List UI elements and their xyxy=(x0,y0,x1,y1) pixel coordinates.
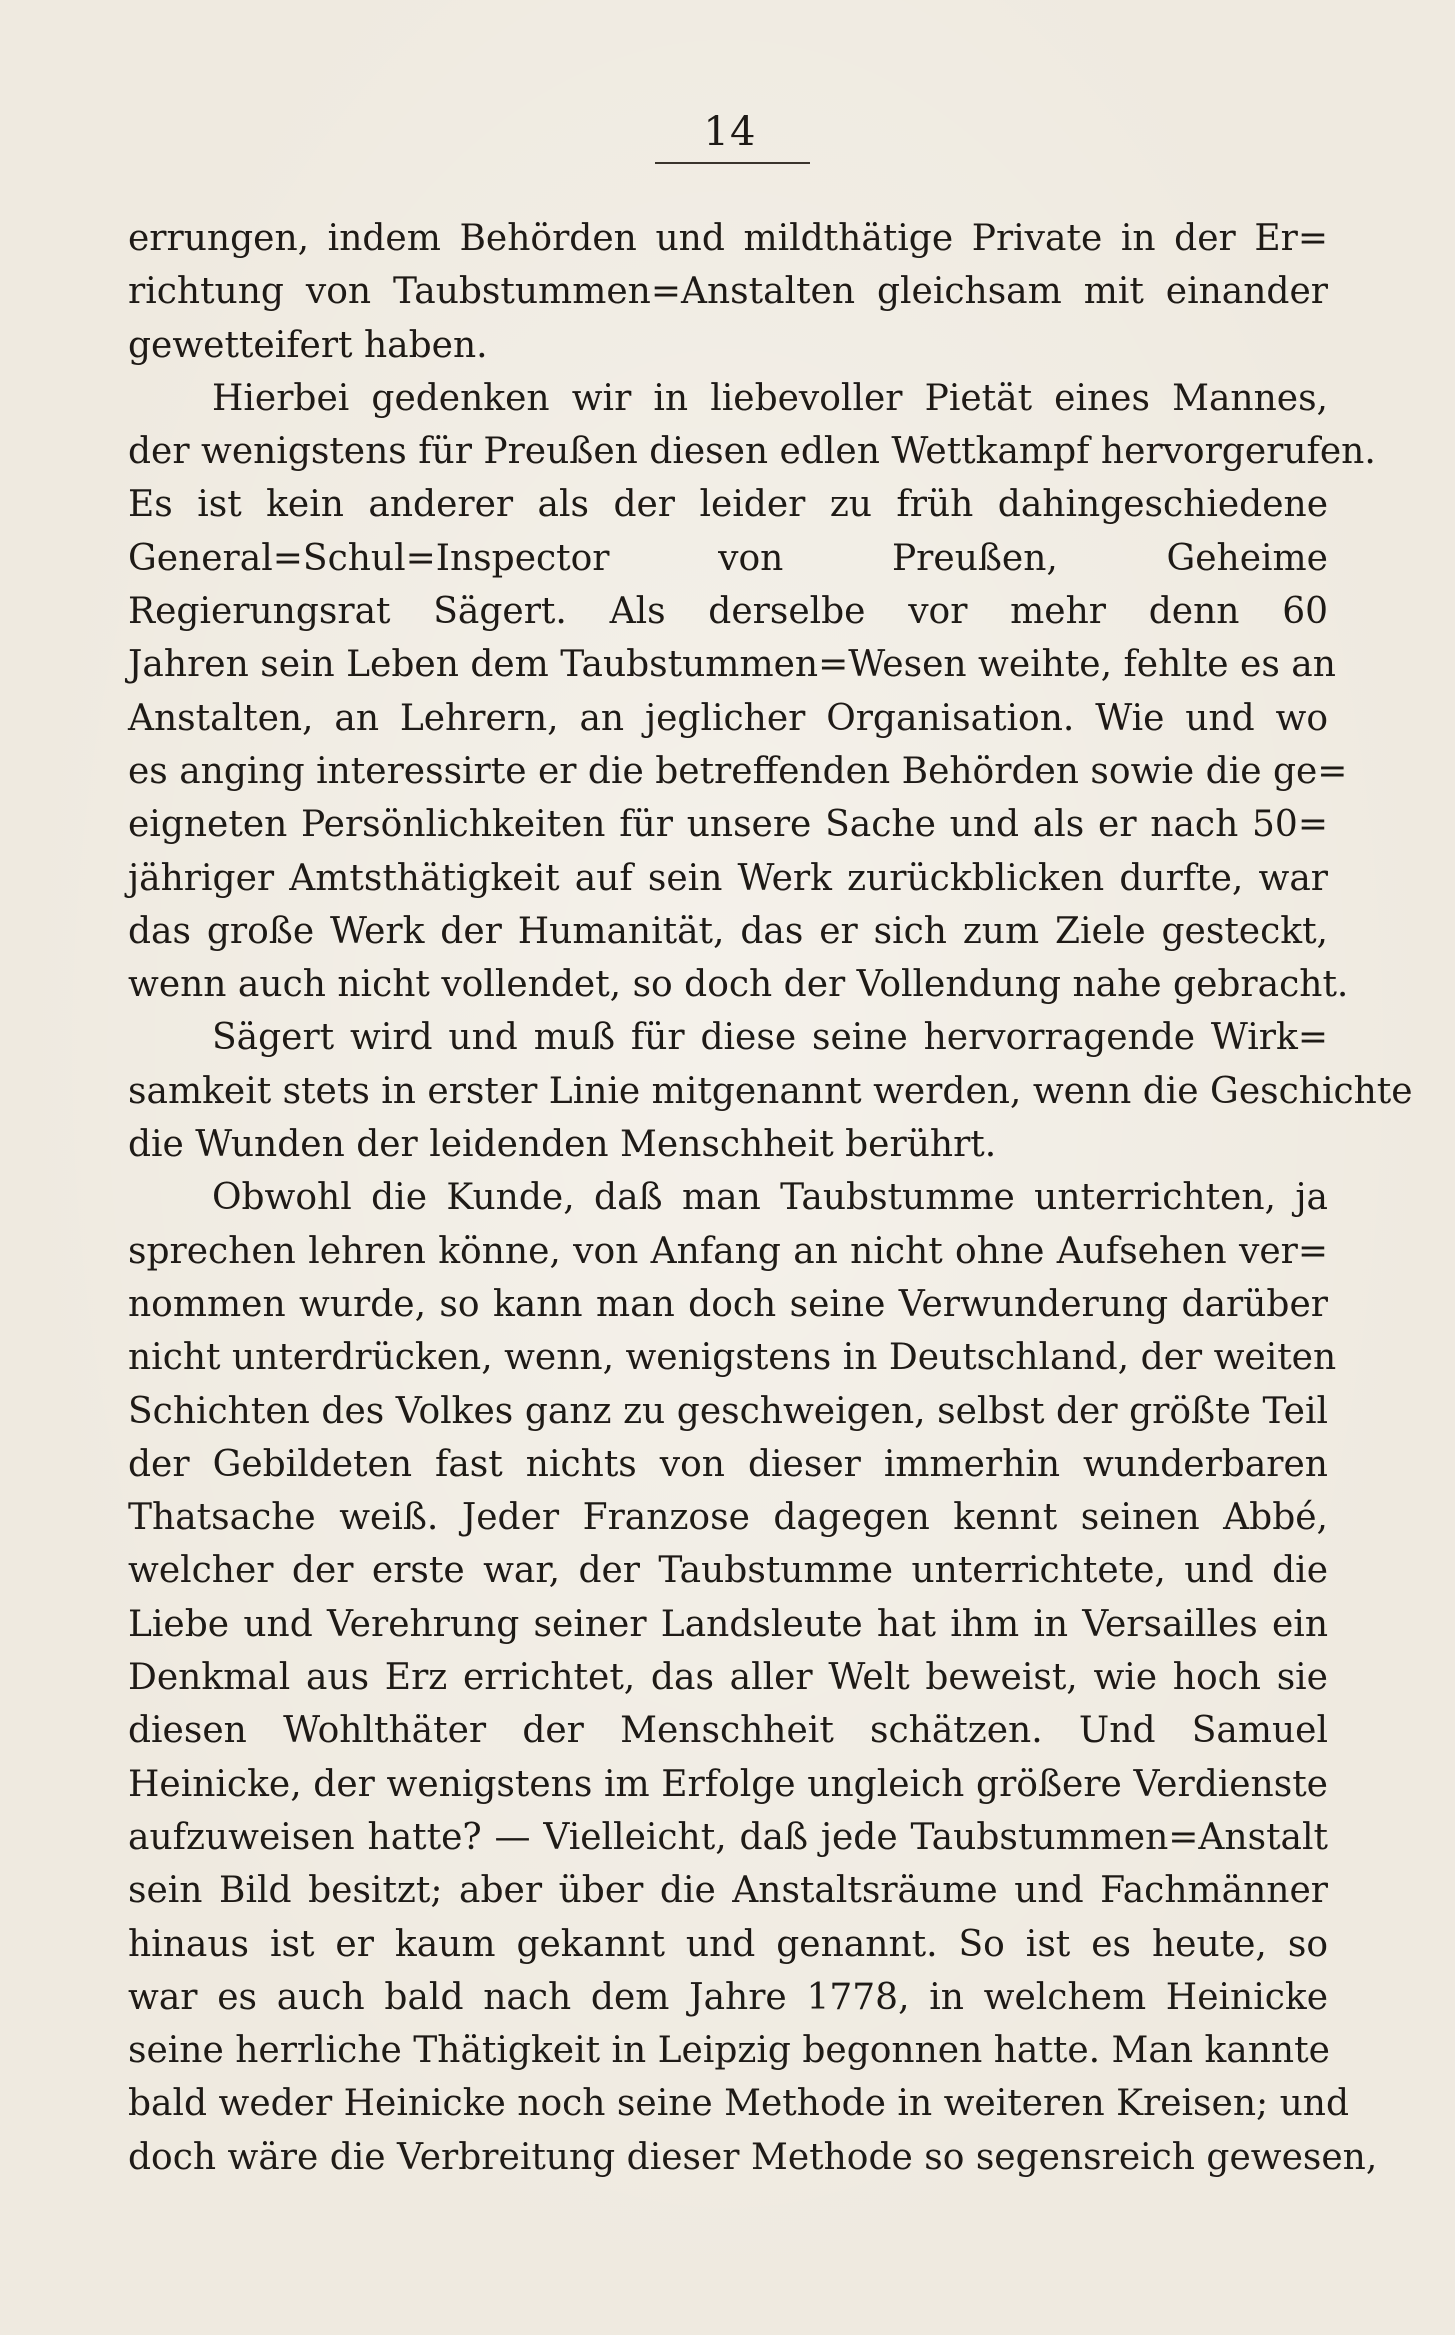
text-line: errungen, indem Behörden und mildthätige Private in der Er= xyxy=(128,218,1328,259)
text-line: das große Werk der Humanität, das er sich zum Ziele gesteckt, xyxy=(128,910,1328,952)
text-line: doch wäre die Verbreitung dieser Methode so segensreich gewesen, xyxy=(128,2136,1378,2178)
text-line: hinaus ist er kaum gekannt und genannt. So ist es heute, so xyxy=(128,1923,1328,1965)
text-line: die Wunden der leidenden Menschheit berührt. xyxy=(128,1124,997,1166)
text-line: Denkmal aus Erz errichtet, das aller Welt beweist, wie hoch sie xyxy=(128,1657,1328,1699)
text-line: Thatsache weiß. Jeder Franzose dagegen kennt seinen Abbé, xyxy=(128,1497,1328,1539)
text-line: welcher der erste war, der Taubstumme unterrichtete, und die xyxy=(128,1550,1328,1592)
text-line: Sägert wird und muß für diese seine hervorragende Wirk= xyxy=(212,1017,1328,1059)
text-line: bald weder Heinicke noch seine Methode in weiteren Kreisen; und xyxy=(128,2083,1349,2125)
text-line: aufzuweisen hatte? — Vielleicht, daß jede Taubstummen=Anstalt xyxy=(128,1816,1328,1858)
text-line: General=Schul=Inspector von Preußen, Geheime xyxy=(128,537,1328,579)
text-line: sprechen lehren könne, von Anfang an nicht ohne Aufsehen ver= xyxy=(128,1230,1328,1272)
body-text xyxy=(128,212,1413,2184)
text-line: Regierungsrat Sägert. Als derselbe vor mehr denn 60 xyxy=(128,591,1328,633)
text-line: nommen wurde, so kann man doch seine Verwunderung darüber xyxy=(128,1283,1328,1325)
text-line: der Gebildeten fast nichts von dieser immerhin wunderbaren xyxy=(128,1443,1328,1485)
text-line: Hierbei gedenken wir in liebevoller Pietät eines Mannes, xyxy=(212,377,1328,419)
text-line: Heinicke, der wenigstens im Erfolge ungleich größere Verdienste xyxy=(128,1763,1328,1805)
text-line: diesen Wohlthäter der Menschheit schätzen. Und Samuel xyxy=(128,1710,1328,1752)
text-line: sein Bild besitzt; aber über die Anstaltsräume und Fachmänner xyxy=(128,1870,1328,1912)
text-line: wenn auch nicht vollendet, so doch der Vollendung nahe gebracht. xyxy=(128,964,1349,1006)
text-line: Schichten des Volkes ganz zu geschweigen, selbst der größte Teil xyxy=(128,1390,1328,1432)
text-line: Jahren sein Leben dem Taubstummen=Wesen weihte, fehlte es an xyxy=(128,644,1336,686)
text-line: richtung von Taubstummen=Anstalten gleichsam mit einander xyxy=(128,271,1328,313)
text-line: samkeit stets in erster Linie mitgenannt werden, wenn die Geschichte xyxy=(128,1070,1413,1112)
text-line: nicht unterdrücken, wenn, wenigstens in Deutschland, der weiten xyxy=(128,1337,1337,1379)
text-line: Es ist kein anderer als der leider zu früh dahingeschiedene xyxy=(128,484,1328,526)
text-line: der wenigstens für Preußen diesen edlen Wettkampf hervorgerufen. xyxy=(128,431,1376,473)
text-line: Obwohl die Kunde, daß man Taubstumme unterrichten, ja xyxy=(212,1177,1328,1219)
text-line: Anstalten, an Lehrern, an jeglicher Organisation. Wie und wo xyxy=(128,697,1328,739)
text-line: es anging interessirte er die betreffenden Behörden sowie die ge= xyxy=(128,750,1348,792)
text-line: jähriger Amtsthätigkeit auf sein Werk zurückblicken durfte, war xyxy=(128,857,1328,899)
page-number-rule xyxy=(655,162,810,164)
text-line: gewetteifert haben. xyxy=(128,324,488,366)
text-line: seine herrliche Thätigkeit in Leipzig begonnen hatte. Man kannte xyxy=(128,2030,1330,2072)
page-number: 14 xyxy=(703,109,757,155)
text-line: eigneten Persönlichkeiten für unsere Sache und als er nach 50= xyxy=(128,804,1328,846)
text-line: Liebe und Verehrung seiner Landsleute hat ihm in Versailles ein xyxy=(128,1603,1328,1645)
text-line: war es auch bald nach dem Jahre 1778, in welchem Heinicke xyxy=(128,1976,1328,2018)
